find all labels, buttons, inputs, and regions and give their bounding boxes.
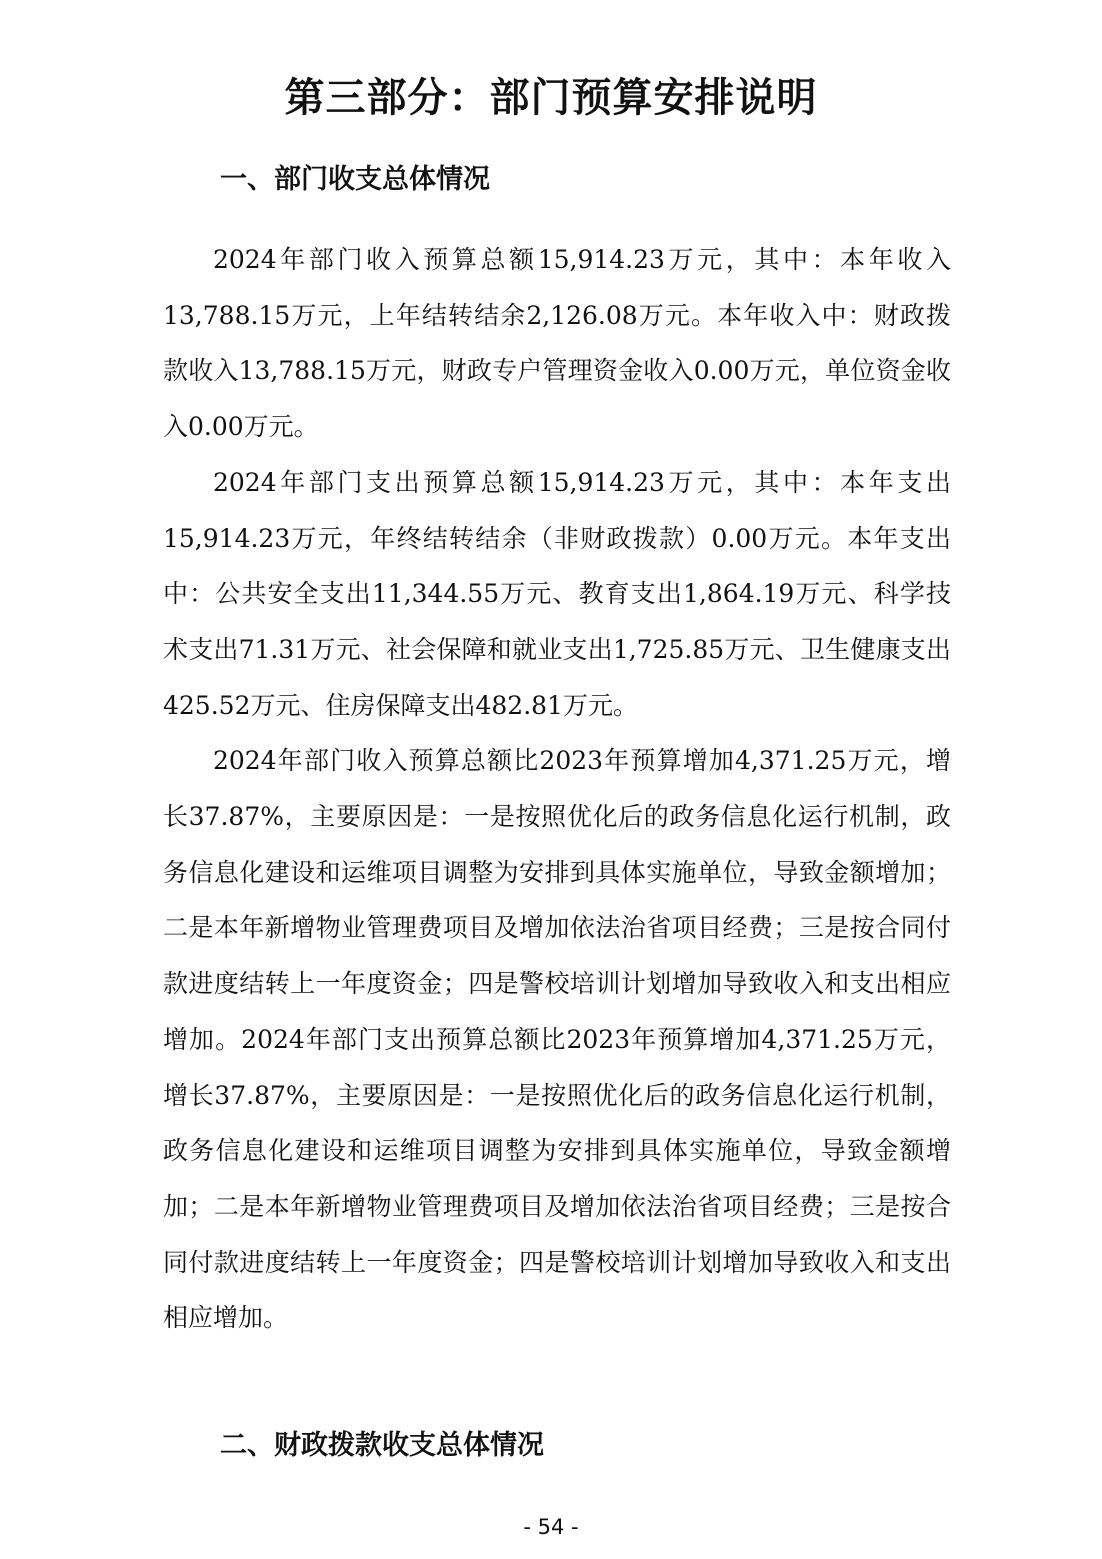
- paragraph-expenditure: 2024年部门支出预算总额15,914.23万元，其中：本年支出15,914.23万元，年终结转结余（非财政拨款）0.00万元。本年支出中：公共安全支出11,344.55万元、教育支出1,864.19万元、科学技术支出71.31万元、社会保障和就业支出1,725.85万元、卫生健康支出425.52万元、住房保障支出482.81万元。: [163, 467, 951, 720]
- section-heading-1: 一、部门收支总体情况: [220, 164, 490, 195]
- page-title: 第三部分：部门预算安排说明: [284, 75, 818, 121]
- section-heading-2: 二、财政拨款收支总体情况: [220, 1430, 544, 1461]
- paragraph-income: 2024年部门收入预算总额15,914.23万元，其中：本年收入13,788.15万元，上年结转结余2,126.08万元。本年收入中：财政拨款收入13,788.15万元，财政专户管理资金收入0.00万元，单位资金收入0.00万元。: [163, 245, 951, 442]
- paragraph-comparison: 2024年部门收入预算总额比2023年预算增加4,371.25万元，增长37.87%，主要原因是：一是按照优化后的政务信息化运行机制，政务信息化建设和运维项目调整为安排到具体实施单位，导致金额增加；二是本年新增物业管理费项目及增加依法治省项目经费；三是按合同付款进度结转上一年度资金；四是警校培训计划增加导致收入和支出相应增加。2024年部门支出预算总额比2023年预算增加4,371.25万元，增长37.87%，主要原因是：一是按照优化后的政务信息化运行机制，政务信息化建设和运维项目调整为安排到具体实施单位，导致金额增加；二是本年新增物业管理费项目及增加依法治省项目经费；三是按合同付款进度结转上一年度资金；四是警校培训计划增加导致收入和支出相应增加。: [163, 746, 951, 1333]
- body-text: [163, 232, 951, 1346]
- page-number: - 54 -: [523, 1515, 579, 1539]
